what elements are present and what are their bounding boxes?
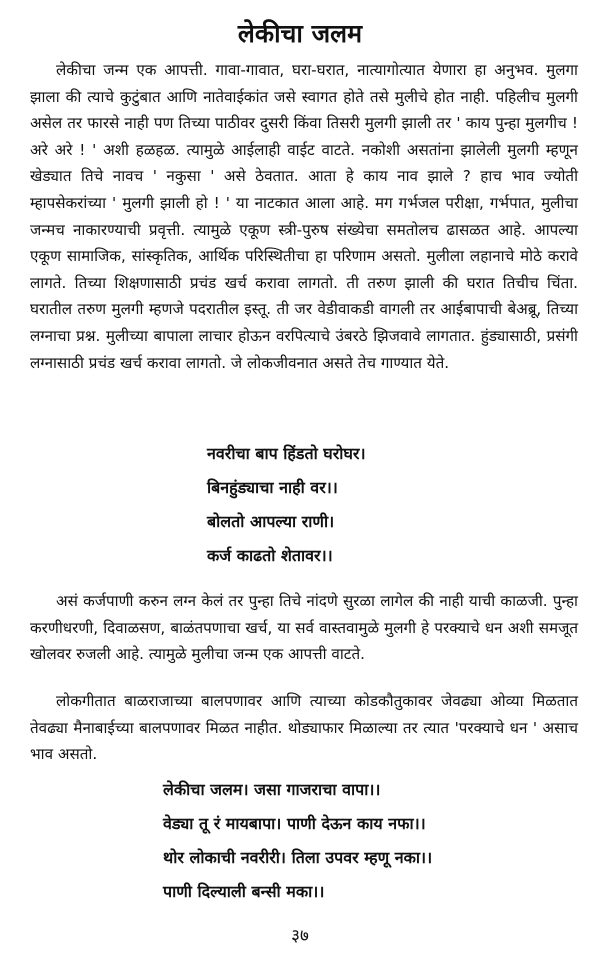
verse-line: कर्ज काढतो शेतावर।। — [207, 546, 333, 565]
folk-verse-2 — [163, 779, 432, 915]
folk-verse-1 — [207, 443, 366, 579]
paragraph-1 — [30, 57, 578, 376]
paragraph-3-text: लोकगीतात बाळराजाच्या बालपणावर आणि त्याच्या कोडकौतुकावर जेवढ्या ओव्या मिळतात तेवढ्या मैनाबाईच्या बालपणावर मिळत नाहीत. थोड्याफार मिळाल्या तर त्यात 'परक्याचे धन ' असाच भाव असतो. — [30, 692, 578, 764]
paragraph-2-text: असं कर्जपाणी करुन लग्न केलं तर पुन्हा तिचे नांदणे सुरळा लागेल की नाही याची काळजी. पुन्हा करणीधरणी, दिवाळसण, बाळंतपणाचा खर्च, या सर्व वास्तवामुळे मुलगी हे परक्याचे धन अशी समजूत खोलवर रुजली आहे. त्यामुळे मुलीचा जन्म एक आपत्ती वाटते. — [30, 592, 578, 664]
verse-line: थोर लोकाची नवरीरी। तिला उपवर म्हणू नका।। — [163, 848, 433, 867]
verse-line: पाणी दिल्याली बन्सी मका।। — [163, 882, 325, 901]
paragraph-3 — [30, 688, 578, 768]
verse-line: बिनहुंड्याचा नाही वर।। — [207, 478, 338, 497]
page-number: ३७ — [291, 926, 309, 946]
verse-line: वेड्या तू रं मायबापा। पाणी देऊन काय नफा।। — [163, 814, 426, 833]
verse-line: नवरीचा बाप हिंडतो घरोघर। — [207, 444, 366, 463]
paragraph-2 — [30, 588, 578, 668]
verse-line: लेकीचा जलम। जसा गाजराचा वापा।। — [163, 780, 381, 799]
page-title: लेकीचा जलम — [237, 19, 363, 48]
paragraph-1-text: लेकीचा जन्म एक आपत्ती. गावा-गावात, घरा-घरात, नात्यागोत्यात येणारा हा अनुभव. मुलगा झाला की त्याचे कुटुंबात आणि नातेवाईकांत जसे स्वागत होते तसे मुलीचे होत नाही. पहिलीच मुलगी असेल तर फारसे नाही पण तिच्या पाठीवर दुसरी किंवा तिसरी मुलगी झाली तर ' काय पुन्हा मुलगीच ! अरे अरे ! ' अशी हळहळ. त्यामुळे आईलाही वाईट वाटते. नकोशी असतांना झालेली मुलगी म्हणून खेड्यात तिचे नावच ' नकुसा ' असे ठेवतात. आता हे काय नाव झाले ? हाच भाव ज्योती म्हापसेकरांच्या ' मुलगी झाली हो ! ' या नाटकात आला आहे. मग गर्भजल परीक्षा, गर्भपात, मुलीचा जन्मच नाकारण्याची प्रवृत्ती. त्यामुळे एकूण स्त्री-पुरुष संख्येचा समतोलच ढासळत आहे. आपल्या एकूण सामाजिक, सांस्कृतिक, आर्थिक परिस्थितीचा हा परिणाम असतो. मुलीला लहानाचे मोठे करावे लागते. तिच्या शिक्षणासाठी प्रचंड खर्च करावा लागतो. ती तरुण झाली की घरात तिचीच चिंता. घरातील तरुण मुलगी म्हणजे पदरातील इस्तू. ती जर वेडीवाकडी वागली तर आईबापाची बेअब्रू, तिच्या लग्नाचा प्रश्न. मुलीच्या बापाला लाचार होऊन वरपित्याचे उंबरठे झिजवावे लागतात. हुंड्यासाठी, प्रसंगी लग्नासाठी प्रचंड खर्च करावा लागतो. जे लोकजीवनात असते तेच गाण्यात येते. — [30, 61, 578, 372]
verse-line: बोलतो आपल्या राणी। — [207, 512, 335, 531]
